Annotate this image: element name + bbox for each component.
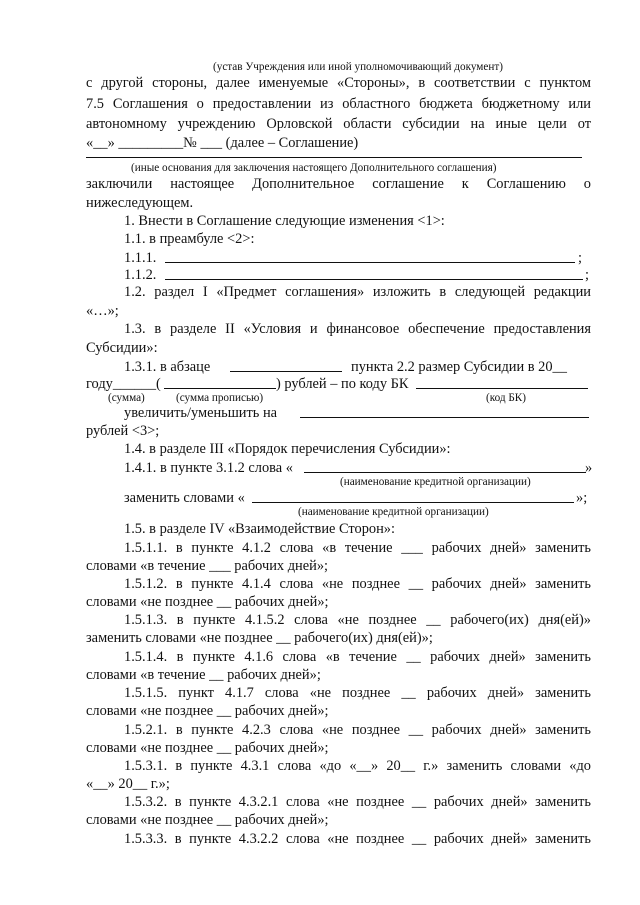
text-line: словами «не позднее __ рабочих дней»;	[86, 703, 329, 719]
fill-blank	[252, 502, 574, 503]
caption-sum: (сумма)	[108, 392, 145, 404]
fill-blank	[165, 262, 575, 263]
item-label: 1.1.2.	[124, 267, 157, 283]
punct: ;	[578, 250, 582, 266]
text-line: рублей <3>;	[86, 423, 160, 439]
caption-credit-org: (наименование кредитной организации)	[340, 476, 531, 488]
punct: »;	[576, 490, 588, 506]
text-line: 1.5.3.3. в пункте 4.3.2.2 слова «не позднее __ рабочих дней» заменить	[124, 831, 591, 847]
text-line: с другой стороны, далее именуемые «Стороны», в соответствии с пунктом	[86, 75, 591, 91]
fill-blank	[230, 371, 342, 372]
text-line: 7.5 Соглашения о предоставлении из областного бюджета бюджетному или	[86, 96, 591, 112]
text-line: 1.2. раздел I «Предмет соглашения» изложить в следующей редакции	[124, 284, 591, 300]
text-line: словами «не позднее __ рабочих дней»;	[86, 594, 329, 610]
text-line: словами «не позднее __ рабочих дней»;	[86, 740, 329, 756]
text-line: 1.5.3.2. в пункте 4.3.2.1 слова «не позднее __ рабочих дней» заменить	[124, 794, 591, 810]
text-line: 1.4.1. в пункте 3.1.2 слова «	[124, 460, 293, 476]
text-line: словами «в течение ___ рабочих дней»;	[86, 558, 329, 574]
fill-blank	[164, 388, 276, 389]
text-line: 1.3.1. в абзаце	[124, 359, 211, 375]
text-line: 1.5.1.4. в пункте 4.1.6 слова «в течение __ рабочих дней» заменить	[124, 649, 591, 665]
caption-bk-code: (код БК)	[486, 392, 526, 404]
item-label: 1.1.1.	[124, 250, 157, 266]
caption-sum-words: (сумма прописью)	[176, 392, 264, 404]
blank-line	[86, 157, 582, 158]
text-line: словами «в течение __ рабочих дней»;	[86, 667, 321, 683]
text-line: ) рублей – по коду БК	[276, 376, 409, 392]
section-heading: 1. Внести в Соглашение следующие изменения <1>:	[124, 213, 445, 229]
text-line: «…»;	[86, 303, 119, 319]
text-line: 1.5. в разделе IV «Взаимодействие Сторон»:	[124, 521, 395, 537]
text-line: «__» 20__ г.»;	[86, 776, 170, 792]
caption-credit-org: (наименование кредитной организации)	[298, 506, 489, 518]
text-line: 1.4. в разделе III «Порядок перечисления Субсидии»:	[124, 441, 451, 457]
text-line: 1.5.1.3. в пункте 4.1.5.2 слова «не позднее __ рабочего(их) дня(ей)»	[124, 612, 591, 628]
text-line: 1.5.2.1. в пункте 4.2.3 слова «не позднее __ рабочих дней» заменить	[124, 722, 591, 738]
text-line: заключили настоящее Дополнительное соглашение к Соглашению о	[86, 176, 591, 192]
text-line: Субсидии»:	[86, 340, 158, 356]
text-line: 1.5.1.1. в пункте 4.1.2 слова «в течение ___ рабочих дней» заменить	[124, 540, 591, 556]
text-line: словами «не позднее __ рабочих дней»;	[86, 812, 329, 828]
fill-blank	[300, 417, 589, 418]
punct: »	[585, 460, 593, 476]
fill-blank	[165, 279, 583, 280]
text-line: году______(	[86, 376, 161, 392]
text-line: 1.1. в преамбуле <2>:	[124, 231, 255, 247]
text-line: пункта 2.2 размер Субсидии в 20__	[351, 359, 567, 375]
text-line: заменить словами «не позднее __ рабочего(их) дня(ей)»;	[86, 630, 433, 646]
text-line: нижеследующем.	[86, 195, 194, 211]
text-line: 1.3. в разделе II «Условия и финансовое обеспечение предоставления	[124, 321, 591, 337]
fill-blank	[416, 388, 588, 389]
text-line: 1.5.3.1. в пункте 4.3.1 слова «до «__» 20__ г.» заменить словами «до	[124, 758, 591, 774]
caption-charter: (устав Учреждения или иной уполномочивающий документ)	[213, 61, 503, 73]
text-line: заменить словами «	[124, 490, 245, 506]
text-line: автономному учреждению Орловской области субсидии на иные цели от	[86, 116, 591, 132]
text-line: 1.5.1.2. в пункте 4.1.4 слова «не позднее __ рабочих дней» заменить	[124, 576, 591, 592]
punct: ;	[585, 267, 589, 283]
text-line: «__» _________№ ___ (далее – Соглашение)	[86, 135, 359, 151]
fill-blank	[304, 472, 586, 473]
text-line: 1.5.1.5. пункт 4.1.7 слова «не позднее __ рабочих дней» заменить	[124, 685, 591, 701]
text-line: увеличить/уменьшить на	[124, 405, 278, 421]
caption-other-grounds: (иные основания для заключения настоящего Дополнительного соглашения)	[131, 162, 497, 174]
